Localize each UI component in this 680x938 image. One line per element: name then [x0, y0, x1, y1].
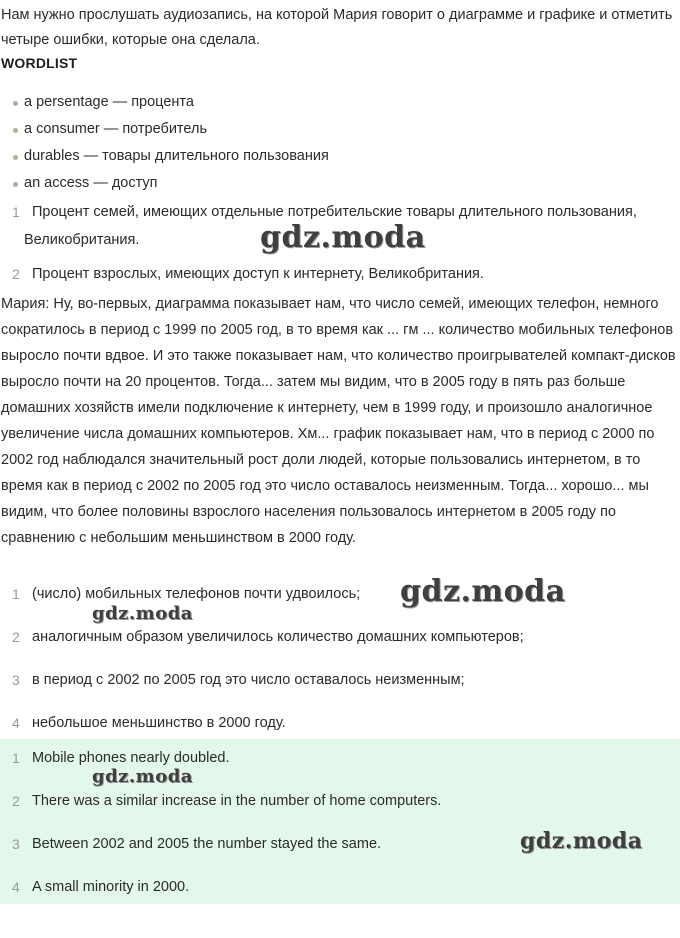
item-number: 1: [12, 586, 20, 602]
error-text-ru: аналогичным образом увеличилось количество домашних компьютеров;: [32, 629, 524, 645]
error-item-en: [0, 787, 660, 815]
watermark-logo: gdz.moda: [400, 574, 566, 609]
item-number: 3: [12, 672, 20, 688]
wordlist-item: [0, 144, 329, 171]
wordlist-item: [0, 90, 329, 117]
error-item-ru: [0, 709, 660, 737]
watermark-logo: gdz.moda: [92, 603, 193, 624]
error-text-ru: (число) мобильных телефонов почти удвоилось;: [32, 586, 361, 602]
item-number: 3: [12, 836, 20, 852]
error-text-en: There was a similar increase in the number of home computers.: [32, 793, 442, 809]
wordlist-item-text: durables — товары длительного пользования: [24, 148, 329, 164]
bullet-icon: [13, 155, 18, 160]
item-number: 2: [12, 629, 20, 645]
error-text-en: Mobile phones nearly doubled.: [32, 750, 230, 766]
error-text-en: Between 2002 and 2005 the number stayed the same.: [32, 836, 382, 852]
item-number: 1: [12, 750, 20, 766]
item-number: 4: [12, 715, 20, 731]
error-item-ru: [0, 666, 660, 694]
bullet-icon: [13, 101, 18, 106]
bullet-icon: [13, 128, 18, 133]
error-text-ru: в период с 2002 по 2005 год это число оставалось неизменным;: [32, 672, 465, 688]
chart-caption-text: Процент взрослых, имеющих доступ к интернету, Великобритания.: [32, 266, 484, 282]
watermark-logo: gdz.moda: [92, 766, 193, 787]
answer-panel: [0, 739, 680, 904]
item-number: 2: [12, 793, 20, 809]
item-number: 2: [12, 266, 20, 282]
wordlist-item: [0, 171, 329, 198]
error-item-ru: [0, 623, 660, 651]
watermark-logo: gdz.moda: [520, 828, 643, 854]
wordlist-item-text: a consumer — потребитель: [24, 121, 207, 137]
wordlist-item-text: a persentage — процента: [24, 94, 194, 110]
transcript-text: Мария: Ну, во-первых, диаграмма показывает нам, что число семей, имеющих телефон, немного сократилось в период с 1999 по 2005 год, в то время как ... гм ... количество мобильных телефонов выросло почти вдвое. И это также показывает нам, что количество проигрывателей компакт-дисков выросло почти на 20 процентов. Тогда... затем мы видим, что в 2005 году в пять раз больше домашних хозяйств имели подключение к интернету, чем в 1999 году, и произошло аналогичное увеличение числа домашних компьютеров. Хм... график показывает нам, что в период с 2000 по 2002 год наблюдался значительный рост доли людей, которые пользовались интернетом, в то время как в период с 2002 по 2005 год это число оставалось неизменным. Тогда... хорошо... мы видим, что более половины взрослого населения пользовалось интернетом в 2005 году по сравнению с небольшим меньшинством в 2000 году.: [1, 296, 676, 546]
chart-caption-item: [0, 260, 660, 288]
error-text-ru: небольшое меньшинство в 2000 году.: [32, 715, 286, 731]
item-number: 4: [12, 879, 20, 895]
chart-caption-text: Процент семей, имеющих отдельные потребительские товары длительного пользования, Великобритания.: [24, 204, 637, 248]
wordlist: [0, 90, 329, 198]
wordlist-item: [0, 117, 329, 144]
bullet-icon: [13, 182, 18, 187]
wordlist-item-text: an access — доступ: [24, 175, 158, 191]
intro-text: Нам нужно прослушать аудиозапись, на которой Мария говорит о диаграмме и графике и отметить четыре ошибки, которые она сделала.: [1, 7, 673, 48]
watermark-logo: gdz.moda: [260, 220, 426, 255]
error-text-en: A small minority in 2000.: [32, 879, 190, 895]
error-item-en: [0, 873, 660, 901]
item-number: 1: [12, 204, 20, 220]
wordlist-heading: WORDLIST: [1, 55, 78, 71]
